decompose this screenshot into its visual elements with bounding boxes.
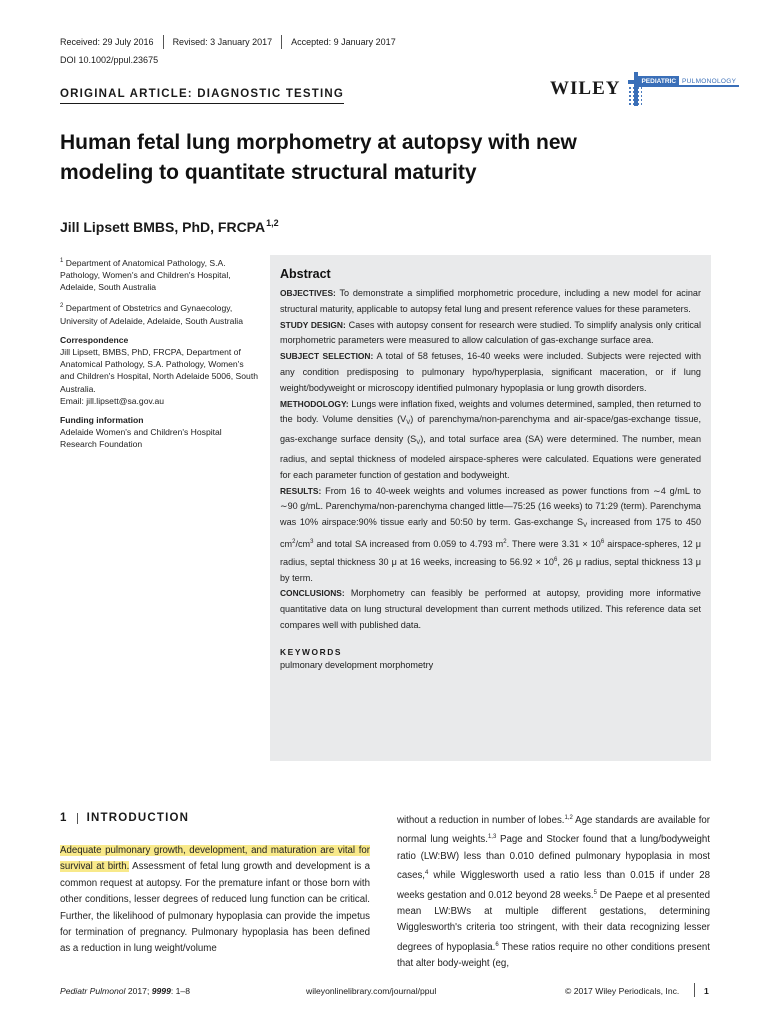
correspondence-email[interactable]: Email: jill.lipsett@sa.gov.au xyxy=(60,395,165,406)
correspondence xyxy=(60,334,260,407)
abstract-methodology: METHODOLOGY: Lungs were inflation fixed, weights and volumes determined, sampled, then returned to the body. Volume densities $(V_V)$ of parenchyma/non-parenchyma and air-space/gas-exchange tissue, gas-exchange surface density $(S_V)$, and total surface area (SA) were determined. The number, mean radius, and septal thickness of modeled airspace-spheres were calculated. Equations were generated for each parameter function of gestation and bodyweight. xyxy=(280,398,702,480)
intro-heading xyxy=(60,812,189,824)
correspondence-heading: Correspondence xyxy=(60,334,129,345)
heading-divider xyxy=(77,813,78,824)
wiley-logo: WILEY xyxy=(550,78,621,99)
journal-logo xyxy=(550,72,768,108)
intro-left-column xyxy=(60,843,370,958)
footer-journal-url[interactable]: wileyonlinelibrary.com/journal/ppul xyxy=(306,986,437,996)
citation-ref[interactable]: 4 xyxy=(425,870,429,877)
logo-word-right: PULMONOLOGY xyxy=(679,76,739,87)
article-info-sidebar xyxy=(60,255,260,458)
intro-right-column: without a reduction in number of lobes.$^{1,2}$ Age standards are available for normal lung weights.$^{1,3}$ Page and Stocker found that a lung/bodyweight ratio (LW:BW) less than 0.010 defined pulmonary hypoplasia in most cases,$^4$ while Wigglesworth used a ratio less than 0.015 if under 28 weeks gestation and 0.012 beyond 28 weeks.$^5$ De Paepe et al presented mean LW:BWs at multiple different gestations, determining Wigglesworth's criteria too stringent, with their data recognizing lesser degrees of hypoplasia.$^6$ These ratios require no other conditions present that alter body-weight (eg, xyxy=(397,815,711,970)
abstract-results: RESULTS: From 16 to 40-week weights and volumes increased as power functions from ∼4 g/mL to ∼90 g/mL. Parenchyma/non-parenchyma changed little—75:25 (16 weeks) to 71:29 (term). Parenchyma was 10% airspace:90% tissue early and 50:50 by term. Gas-exchange $S_V$ increased from 175 to 450 $cm^2/cm^3$ and total SA increased from 0.059 to 4.793 $m^2$. There were $3.31 \times 10^6$ airspace-spheres, 12 μ radius, septal thickness 30 μ at 16 weeks, increasing to $56.92 \times 10^6$, 26 μ radius, septal thickness 13 μ by term. xyxy=(280,485,701,583)
intro-section-title: INTRODUCTION xyxy=(86,812,190,824)
pediatric-pulmonology-logo xyxy=(628,72,768,108)
article-type: ORIGINAL ARTICLE: DIAGNOSTIC TESTING xyxy=(60,88,344,104)
citation-ref[interactable]: 1,2 xyxy=(564,815,573,821)
footer-divider xyxy=(694,983,695,997)
footer-copyright: © 2017 Wiley Periodicals, Inc. xyxy=(565,986,680,996)
abstract-subject-selection: SUBJECT SELECTION: A total of 58 fetuses, 16-40 weeks were included. Subjects were rejected with any condition predisposing to pulmonary hypo/hyperplasia, significant maceration, or if lung weight/bodyweight or microscopy identified pulmonary hypoplasia or lung growth disorders. xyxy=(280,351,702,393)
citation-ref[interactable]: 1,3 xyxy=(487,834,497,841)
logo-word-left: PEDIATRIC xyxy=(638,76,679,87)
doi[interactable]: DOI 10.1002/ppul.23675 xyxy=(60,55,159,65)
highlighted-sentence: Adequate pulmonary growth, development, and maturation are vital for survival at birth. xyxy=(60,845,370,873)
author-line xyxy=(60,218,279,235)
citation-ref[interactable]: 5 xyxy=(593,889,597,896)
citation-ref[interactable]: 6 xyxy=(495,941,499,948)
funding-text: Adelaide Women's and Children's Hospital Research Foundation xyxy=(60,427,222,450)
revised-date: Revised: 3 January 2017 xyxy=(164,35,283,49)
author-name: Jill Lipsett BMBS, PhD, FRCPA xyxy=(60,219,266,235)
logo-dots-icon xyxy=(628,86,642,106)
abstract-study-design: STUDY DESIGN: Cases with autopsy consent for research were studied. To simplify analysis only critical morphometric parameters were measured to allow calculation of gas-exchange surface area. xyxy=(280,319,701,346)
received-date: Received: 29 July 2016 xyxy=(60,35,164,49)
abstract-objectives: OBJECTIVES: To demonstrate a simplified morphometric procedure, including a new model for acinar structural maturity, applicable to autopsy fetal lung and present reference values for these parameters. xyxy=(280,288,701,314)
abstract-box xyxy=(270,255,711,761)
footer-citation: Pediatr Pulmonol 2017; 9999: 1–8 xyxy=(60,986,190,996)
page-footer xyxy=(0,986,768,1000)
abstract-conclusions: CONCLUSIONS: Morphometry can feasibly be performed at autopsy, providing more informative quantitative data on lung structural development than current methods utilized. This reference data set compares well with published data. xyxy=(280,588,701,630)
abstract-heading: Abstract xyxy=(280,267,331,281)
page-number: 1 xyxy=(704,986,709,996)
affiliation-2: $^2$ Department of Obstetrics and Gynaecology, University of Adelaide, Adelaide, South Australia xyxy=(60,303,243,326)
affiliation-1: $^1$ Department of Anatomical Pathology, S.A. Pathology, Women's and Children's Hospital, Adelaide, South Australia xyxy=(60,257,231,293)
author-affil-marks: 1,2 xyxy=(266,218,279,228)
funding-heading: Funding information xyxy=(60,414,144,425)
article-title: Human fetal lung morphometry at autopsy with new modeling to quantitate structural maturity xyxy=(60,131,577,184)
intro-left-text: Assessment of fetal lung growth and development is a common request at autopsy. For the premature infant or those born with other conditions, lesser degrees of reduced lung function can be critical. Further, the likelihood of pulmonary hypoplasia can provide the impetus for termination of pregnancy. Pulmonary hypoplasia has been defined as a reduction in lung weight/volume xyxy=(60,861,370,955)
article-dates xyxy=(60,35,405,49)
funding xyxy=(60,414,260,451)
intro-section-number: 1 xyxy=(60,812,68,824)
accepted-date: Accepted: 9 January 2017 xyxy=(291,37,396,47)
correspondence-text: Jill Lipsett, BMBS, PhD, FRCPA, Department of Anatomical Pathology, S.A. Pathology, Women's and Children's Hospital, North Adelaide 5006, South Australia. xyxy=(60,346,258,394)
keywords: pulmonary development morphometry xyxy=(280,659,434,670)
keywords-heading: KEYWORDS xyxy=(280,646,343,657)
